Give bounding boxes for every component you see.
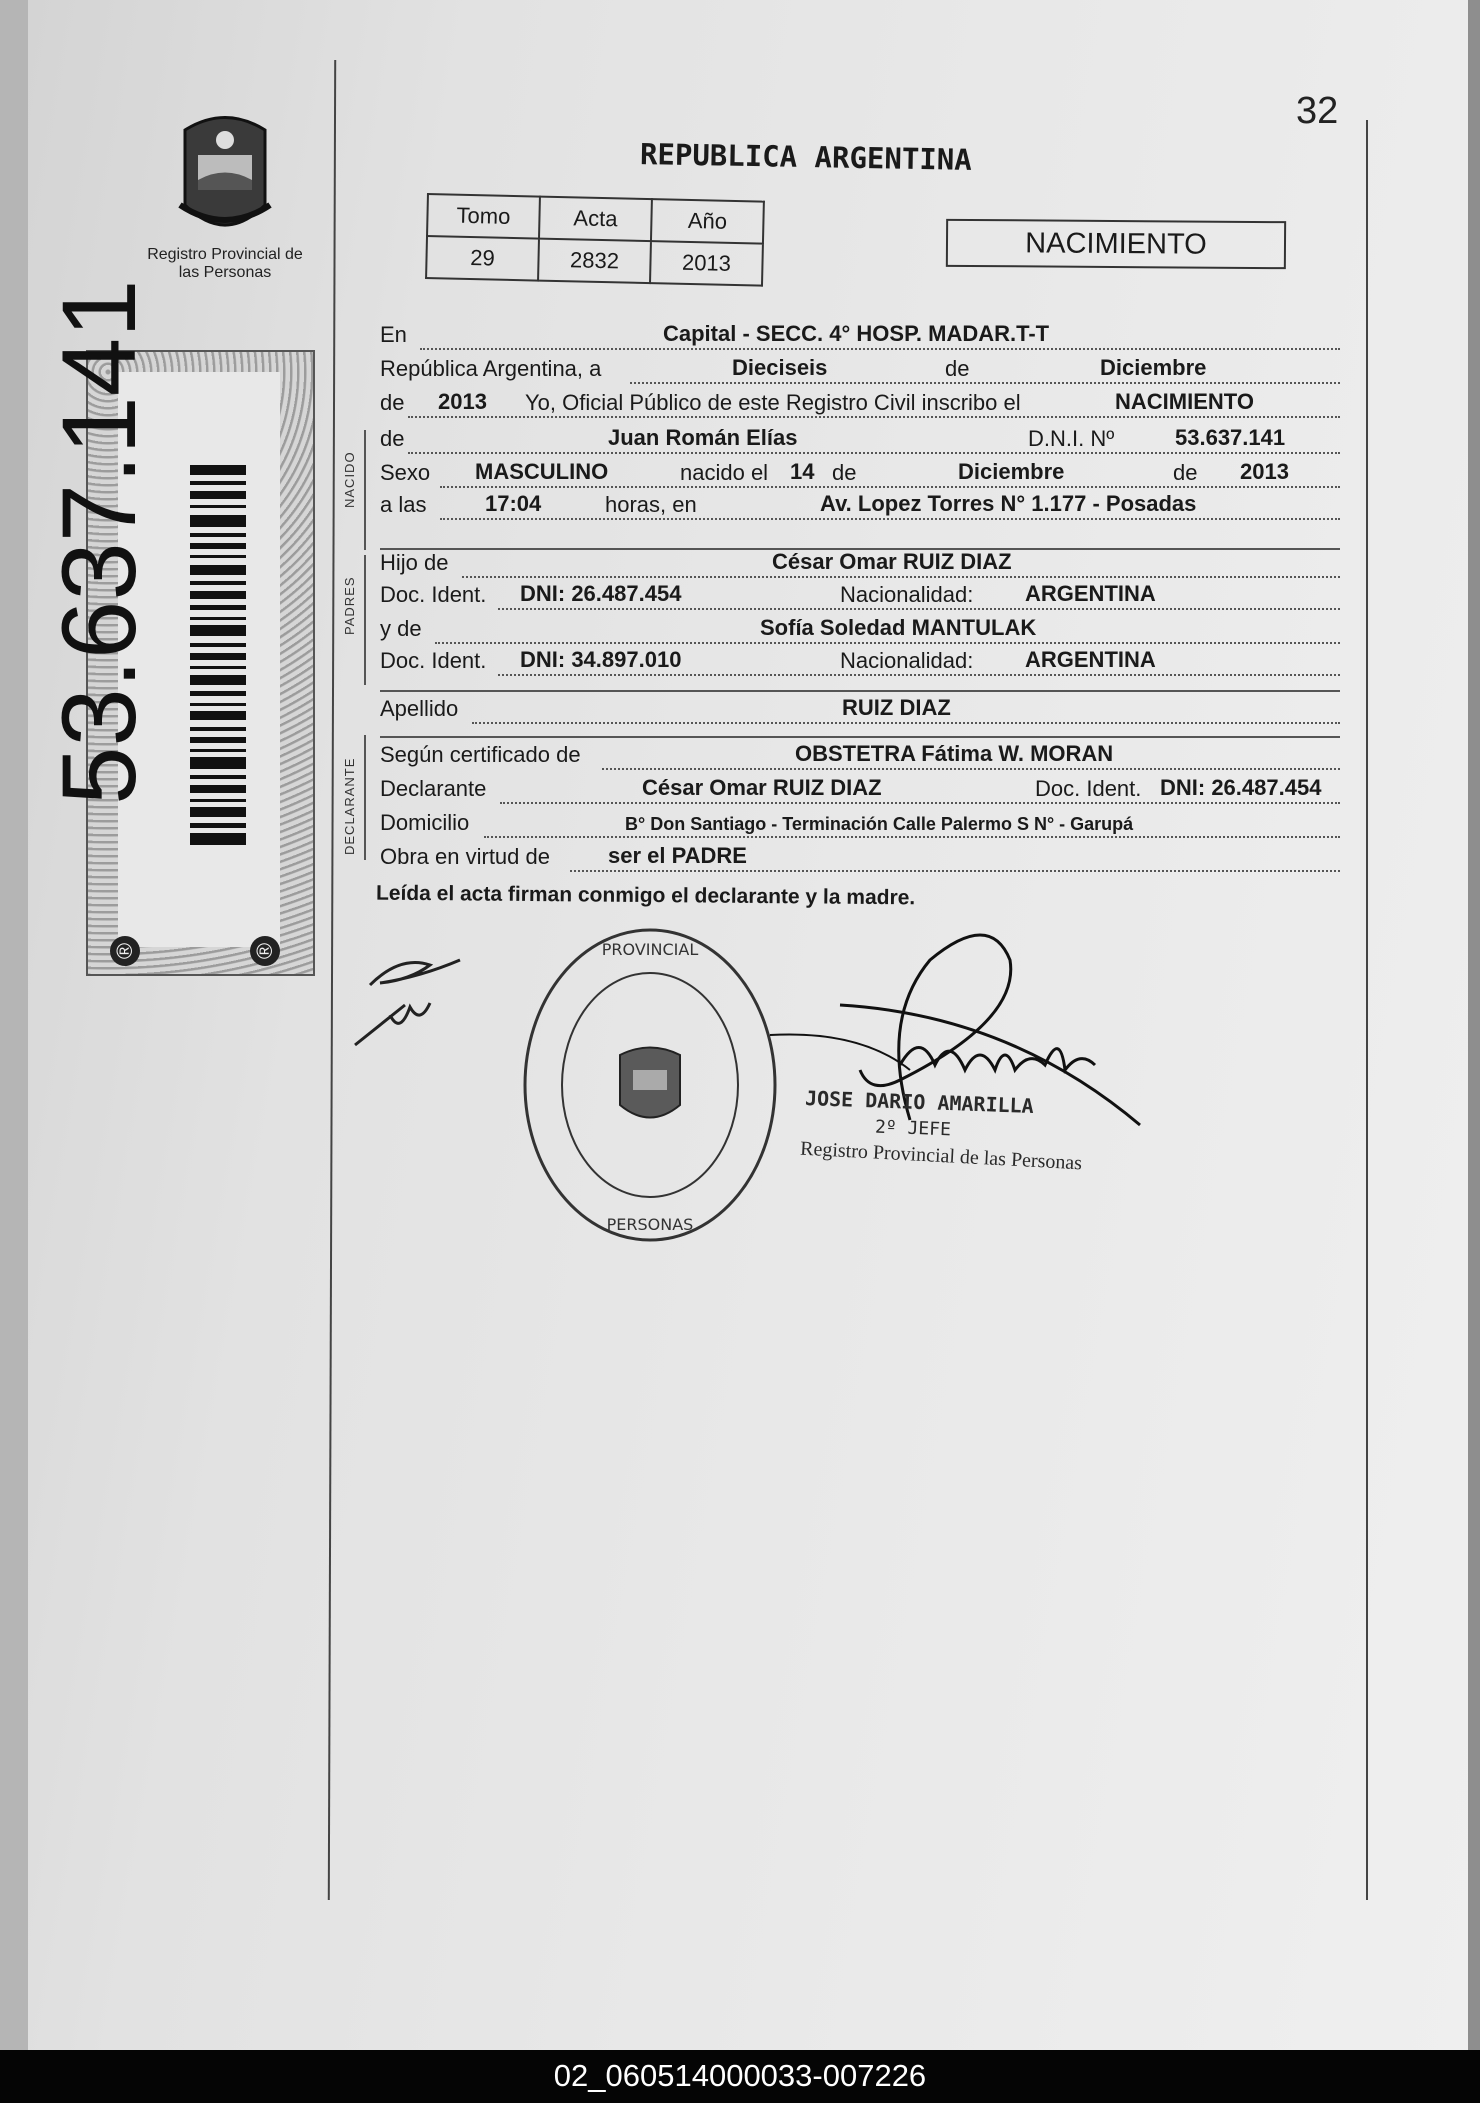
hora-label: a las xyxy=(380,492,427,517)
barcode-number: 53.637.141 xyxy=(41,279,158,805)
misiones-coat-of-arms-icon xyxy=(170,110,280,245)
en-value: Capital - SECC. 4° HOSP. MADAR.T-T xyxy=(663,321,1050,346)
form-row-obra xyxy=(380,842,1340,876)
dotted-line xyxy=(408,416,1340,418)
horas-en-label: horas, en xyxy=(605,492,697,517)
dotted-line xyxy=(498,608,1340,610)
scan-file-code: 02_060514000033-007226 xyxy=(553,2058,927,2093)
padres-section-label xyxy=(342,635,362,650)
dni-value: 53.637.141 xyxy=(1175,425,1286,450)
dotted-line xyxy=(408,452,1340,454)
declarante-section-label xyxy=(342,855,362,870)
form-row-hora xyxy=(380,490,1340,524)
closing-statement: Leída el acta firman conmigo el declarante y la madre. xyxy=(375,881,916,910)
acta-value: 2832 xyxy=(538,239,651,284)
svg-text:PROVINCIAL: PROVINCIAL xyxy=(601,940,699,959)
dotted-line xyxy=(498,674,1340,676)
madre-value: Sofía Soledad MANTULAK xyxy=(760,615,1037,640)
dotted-line xyxy=(462,576,1340,578)
padre-doc-value: DNI: 26.487.454 xyxy=(520,581,682,606)
domicilio-label: Domicilio xyxy=(380,810,470,835)
anio-prefix: de xyxy=(380,390,405,415)
form-row-nombre xyxy=(380,424,1340,458)
inscribo-value: NACIMIENTO xyxy=(1115,389,1254,414)
nacido-de1: de xyxy=(832,460,857,485)
hora-value: 17:04 xyxy=(485,491,542,516)
registered-mark-icon: ® xyxy=(110,936,140,966)
record-reference-table xyxy=(425,193,765,287)
dotted-line xyxy=(484,836,1340,838)
acta-header: Acta xyxy=(539,197,652,242)
dotted-line xyxy=(570,870,1340,872)
official-name: JOSE DARIO AMARILLA xyxy=(804,1086,1035,1118)
declarante-doc-value: DNI: 26.487.454 xyxy=(1160,775,1322,800)
padre-nacionalidad-label: Nacionalidad: xyxy=(840,582,974,607)
de-label: de xyxy=(945,356,970,381)
nacido-mes: Diciembre xyxy=(958,459,1065,484)
padre-doc-label: Doc. Ident. xyxy=(380,582,487,607)
anio-header: Año xyxy=(651,199,764,244)
padres-section-bar xyxy=(364,555,366,685)
dotted-line xyxy=(435,642,1340,644)
form-row-sexo xyxy=(380,458,1340,492)
form-row-certificado xyxy=(380,740,1340,774)
registered-mark-icon: ® xyxy=(250,936,280,966)
declarante-doc-label: Doc. Ident. xyxy=(1035,776,1142,801)
inscribo-label: Yo, Oficial Público de este Registro Civil inscribo el xyxy=(525,390,1021,415)
declarante-value: César Omar RUIZ DIAZ xyxy=(642,775,882,800)
record-type-box: NACIMIENTO xyxy=(946,219,1286,269)
form-row-madre xyxy=(380,614,1340,648)
dotted-line xyxy=(500,802,1340,804)
form-row-inscripcion xyxy=(380,388,1340,422)
apellido-value: RUIZ DIAZ xyxy=(842,695,951,720)
declarante-section-bar xyxy=(364,735,366,860)
official-seal xyxy=(520,925,780,1245)
padre-nacionalidad-value: ARGENTINA xyxy=(1025,581,1156,606)
certificado-value: OBSTETRA Fátima W. MORAN xyxy=(795,741,1114,766)
yde-label: y de xyxy=(380,616,422,641)
dotted-line xyxy=(420,348,1340,350)
nombre-label: de xyxy=(380,426,405,451)
republica-label: República Argentina, a xyxy=(380,356,602,381)
domicilio-value: B° Don Santiago - Terminación Calle Palermo S N° - Garupá xyxy=(625,814,1134,834)
apellido-label: Apellido xyxy=(380,696,459,721)
section-divider xyxy=(380,736,1340,738)
sexo-label: Sexo xyxy=(380,460,431,485)
padre-value: César Omar RUIZ DIAZ xyxy=(772,549,1012,574)
svg-text:PERSONAS: PERSONAS xyxy=(606,1215,694,1234)
tomo-header: Tomo xyxy=(427,194,540,239)
dotted-line xyxy=(630,382,1340,384)
dni-label: D.N.I. Nº xyxy=(1028,426,1115,451)
anio-value: 2013 xyxy=(650,241,763,286)
nacido-dia: 14 xyxy=(790,459,815,484)
dia-value: Dieciseis xyxy=(732,355,828,380)
madre-nacionalidad-label: Nacionalidad: xyxy=(840,648,974,673)
form-row-en xyxy=(380,320,1340,354)
form-row-padre-doc xyxy=(380,580,1340,614)
official-role: 2º JEFE xyxy=(874,1116,952,1141)
lugar-value: Av. Lopez Torres N° 1.177 - Posadas xyxy=(820,491,1197,516)
right-margin-line xyxy=(1366,120,1368,1900)
nacido-de2: de xyxy=(1173,460,1198,485)
tomo-value: 29 xyxy=(426,236,539,281)
section-divider xyxy=(380,690,1340,692)
dotted-line xyxy=(440,518,1340,520)
madre-doc-label: Doc. Ident. xyxy=(380,648,487,673)
nombre-value: Juan Román Elías xyxy=(608,425,798,450)
barcode-icon xyxy=(190,465,246,845)
form-row-domicilio xyxy=(380,808,1340,842)
form-row-padre xyxy=(380,548,1340,582)
form-row-fecha xyxy=(380,354,1340,388)
nacido-label: nacido el xyxy=(680,460,769,485)
declarant-signature xyxy=(350,935,490,1055)
dotted-line xyxy=(602,768,1340,770)
sexo-value: MASCULINO xyxy=(475,459,609,484)
dotted-line xyxy=(440,486,1340,488)
page-number: 32 xyxy=(1296,90,1339,132)
nacido-section-label xyxy=(342,508,362,523)
en-label: En xyxy=(380,322,407,347)
obra-value: ser el PADRE xyxy=(608,843,747,868)
anio-value: 2013 xyxy=(438,389,487,414)
obra-label: Obra en virtud de xyxy=(380,844,550,869)
nacido-section-bar xyxy=(364,430,366,550)
document-title: REPUBLICA ARGENTINA xyxy=(639,137,973,177)
nacido-anio: 2013 xyxy=(1240,459,1289,484)
madre-nacionalidad-value: ARGENTINA xyxy=(1025,647,1156,672)
official-office: Registro Provincial de las Personas xyxy=(799,1137,1083,1175)
mes-value: Diciembre xyxy=(1100,355,1207,380)
certificado-label: Según certificado de xyxy=(380,742,581,767)
form-row-madre-doc xyxy=(380,646,1340,680)
form-row-apellido xyxy=(380,694,1340,728)
declarante-label: Declarante xyxy=(380,776,487,801)
registry-caption: Registro Provincial de las Personas xyxy=(147,246,303,281)
hijo-label: Hijo de xyxy=(380,550,449,575)
madre-doc-value: DNI: 34.897.010 xyxy=(520,647,682,672)
form-row-declarante xyxy=(380,774,1340,808)
dotted-line xyxy=(472,722,1340,724)
